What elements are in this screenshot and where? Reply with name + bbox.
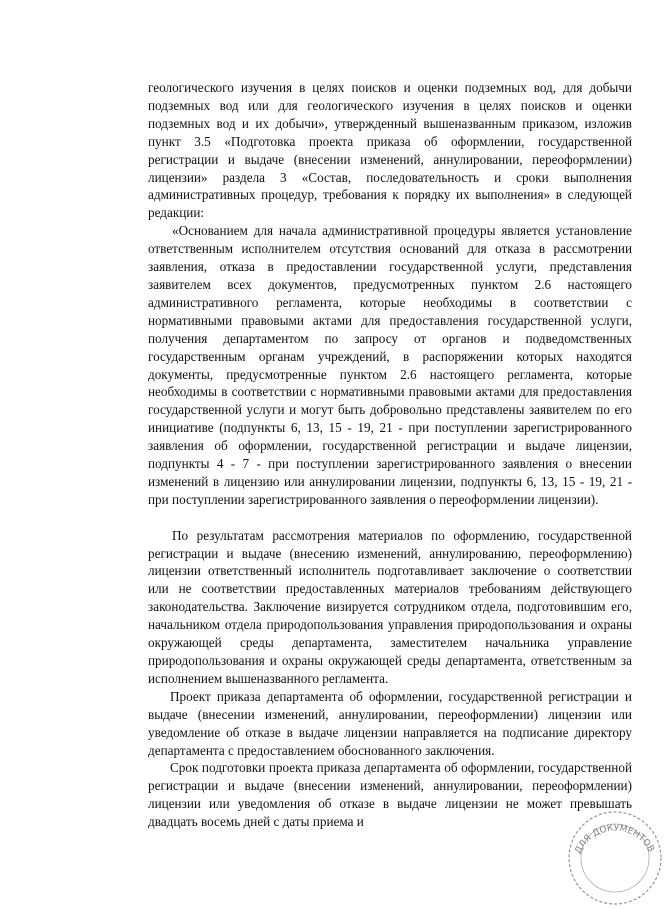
document-body xyxy=(148,79,632,831)
paragraph-5: Срок подготовки проекта приказа департамента об оформлении, государственной регистрации и выдаче (внесении изменений, аннулировании, переоформлении) лицензии или уведомления об отказе в выдаче лицензии не может превышать двадцать восемь дней с даты приема и xyxy=(148,760,632,830)
stamp-text: ДЛЯ ДОКУМЕНТОВ xyxy=(573,823,656,856)
paragraph-4: Проект приказа департамента об оформлении, государственной регистрации и выдаче (внесении изменений, аннулировании, переоформлении) лицензии или уведомление об отказе в выдаче лицензии направляется на подписание директору департамента с предоставлением обоснованного заключения. xyxy=(148,688,632,758)
stamp-inner-ring xyxy=(581,824,649,892)
paragraph-3: По результатам рассмотрения материалов по оформлению, государственной регистрации и выдаче (внесению изменений, аннулированию, переоформлению) лицензии ответственный исполнитель подготавливает заключение о соответствии или не соответствии предоставленных материалов требованиям действующего законодательства. Заключение визируется сотрудником отдела, подготовившим его, начальником отдела природопользования управления природопользования и охраны окружающей среды департамента, заместителем начальника управление природопользования и охраны окружающей среды департамента, ответственным за исполнением вышеназванного регламента. xyxy=(148,527,632,686)
paragraph-1: геологического изучения в целях поисков и оценки подземных вод, для добычи подземных вод или для геологического изучения в целях поисков и оценки подземных вод и их добычи», утвержденный вышеназванным приказом, изложив пункт 3.5 «Подготовка проекта приказа об оформлении, государственной регистрации и выдаче (внесении изменений, аннулировании, переоформлении) лицензии» раздела 3 «Состав, последовательность и сроки выполнения административных процедур, требования к порядку их выполнения» в следующей редакции: xyxy=(148,80,632,221)
paragraph-2: «Основанием для начала административной процедуры является установление ответственным исполнителем отсутствия оснований для отказа в рассмотрении заявления, отказа в предоставлении государственной услуги, представления заявителем всех документов, предусмотренных пунктом 2.6 настоящего административного регламента, которые необходимы в соответствии с нормативными правовыми актами для предоставления государственной услуги, получения департаментом по запросу от органов и подведомственных государственным органам учреждений, в распоряжении которых находятся документы, предусмотренные пунктом 2.6 настоящего регламента, которые необходимы в соответствии с нормативными правовыми актами для предоставления государственной услуги и могут быть добровольно представлены заявителем по его инициативе (подпункты 6, 13, 15 - 19, 21 - при поступлении зарегистрированного заявления об оформлении, государственной регистрации и выдаче лицензии, подпункты 4 - 7 - при поступлении зарегистрированного заявления о внесении изменений в лицензию или аннулировании лицензии, подпункты 6, 13, 15 - 19, 21 - при поступлении зарегистрированного заявления о переоформлении лицензии). xyxy=(148,223,632,507)
